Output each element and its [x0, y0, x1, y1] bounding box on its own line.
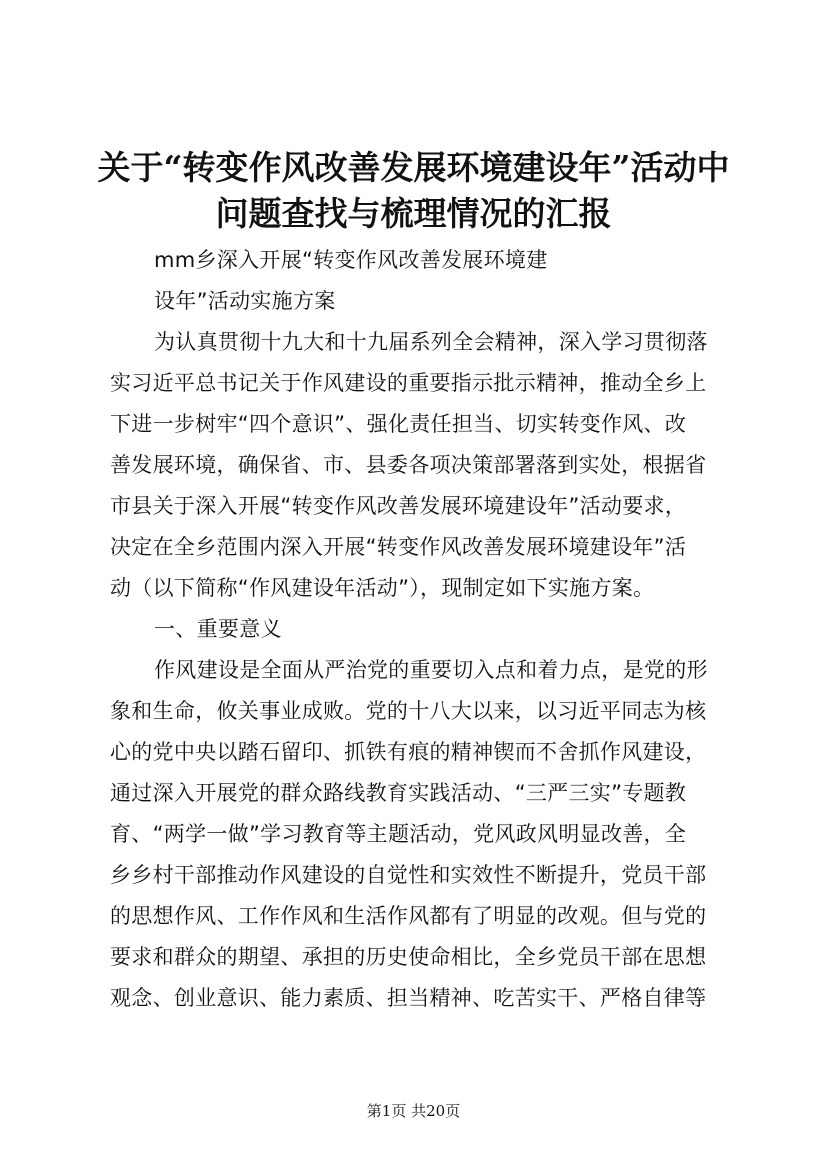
- text-line: 乡乡村干部推动作风建设的自觉性和实效性不断提升，党员干部: [110, 863, 707, 887]
- text-line: 善发展环境，确保省、市、县委各项决策部署落到实处，根据省: [110, 453, 707, 477]
- text-line: 的思想作风、工作作风和生活作风都有了明显的改观。但与党的: [110, 904, 707, 928]
- text-line: 要求和群众的期望、承担的历史使命相比，全乡党员干部在思想: [110, 945, 707, 969]
- text-line: 为认真贯彻十九大和十九届系列全会精神，深入学习贯彻落: [154, 330, 708, 354]
- document-title-line-2: 问题查找与梳理情况的汇报: [215, 194, 612, 233]
- document-title-line-1: 关于“转变作风改善发展环境建设年”活动中: [97, 148, 730, 187]
- text-line: 市县关于深入开展“转变作风改善发展环境建设年”活动要求，: [110, 494, 687, 518]
- text-line: 实习近平总书记关于作风建设的重要指示批示精神，推动全乡上: [110, 371, 707, 395]
- text-line: 心的党中央以踏石留印、抓铁有痕的精神锲而不舍抓作风建设，: [110, 740, 707, 764]
- text-line: mm乡深入开展“转变作风改善发展环境建: [154, 248, 548, 272]
- text-line: 观念、创业意识、能力素质、担当精神、吃苦实干、严格自律等: [110, 986, 707, 1010]
- text-line: 育、“两学一做”学习教育等主题活动，党风政风明显改善，全: [110, 822, 687, 846]
- text-line: 动（以下简称“作风建设年活动”），现制定如下实施方案。: [110, 576, 655, 600]
- text-line: 作风建设是全面从严治党的重要切入点和着力点，是党的形: [154, 658, 708, 682]
- text-line: 象和生命，攸关事业成败。党的十八大以来，以习近平同志为核: [110, 699, 707, 723]
- text-line: 决定在全乡范围内深入开展“转变作风改善发展环境建设年”活: [110, 535, 687, 559]
- page-footer: 第1页 共20页: [366, 1102, 461, 1120]
- text-line: 通过深入开展党的群众路线教育实践活动、“三严三实”专题教: [110, 781, 687, 805]
- text-line: 下进一步树牢“四个意识”、强化责任担当、切实转变作风、改: [110, 412, 687, 436]
- text-line: 设年”活动实施方案: [154, 289, 336, 313]
- section-heading: 一、重要意义: [154, 617, 282, 641]
- body-text: [110, 240, 730, 1019]
